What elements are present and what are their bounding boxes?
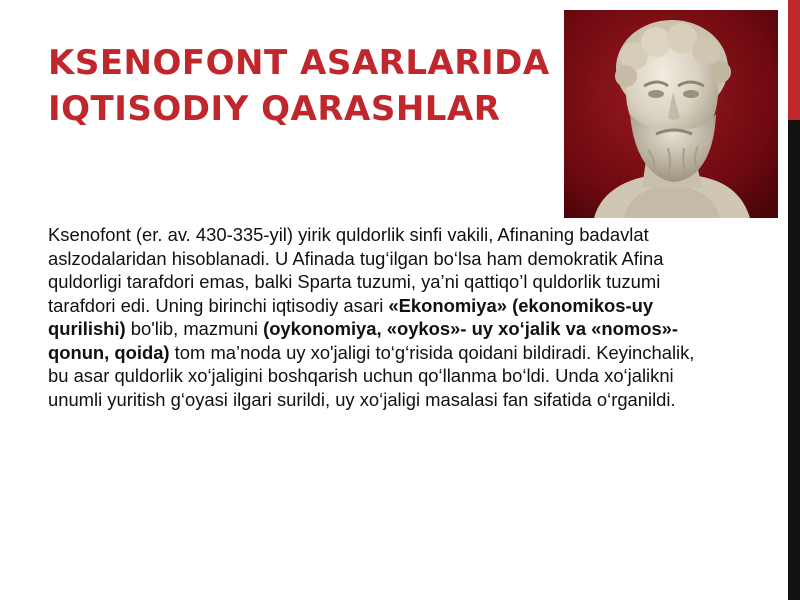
body-text-part-3: tom ma’noda uy xo'jaligi to‘g‘risida qoidani bildiradi. Keyinchalik, bu asar quldorlik xo‘jaligini boshqarish uchun qo‘llanma bo‘ldi. Unda xo‘jalikni unumli yuritish g‘oyasi ilgari surildi, uy xo‘jaligi masalasi fan sifatida o‘rganildi. — [48, 341, 695, 410]
title-line-2: IQTISODIY QARASHLAR — [48, 89, 501, 129]
body-paragraph — [48, 223, 698, 411]
body-bold-term-ekonomiya: «Ekonomiya» (ekonomikos-uy qurilishi) — [48, 294, 654, 339]
slide-title — [48, 40, 568, 132]
title-line-1: KSENOFONT ASARLARIDA — [48, 43, 550, 83]
accent-stripe-black — [788, 120, 800, 600]
body-bold-term-oykonomiya: (oykonomiya, «oykos»- uy xo‘jalik va «nomos»-qonun, qoida) — [48, 318, 679, 363]
portrait-image — [564, 10, 778, 218]
body-text-part-1: Ksenofont (er. av. 430-335-yil) yirik quldorlik sinfi vakili, Afinaning badavlat aslzodalaridan hisoblanadi. U Afinada tug‘ilgan bo‘lsa ham demokratik Afina quldorligi tarafdori emas, balki Sparta tuzumi, ya’ni qattiqo’l quldorlik tuzumi tarafdori edi. Uning birinchi iqtisodiy asari — [48, 224, 664, 316]
body-text-part-2: bo'lib, mazmuni — [125, 318, 264, 339]
accent-stripe-red — [788, 0, 800, 120]
marble-bust-icon — [564, 10, 778, 218]
